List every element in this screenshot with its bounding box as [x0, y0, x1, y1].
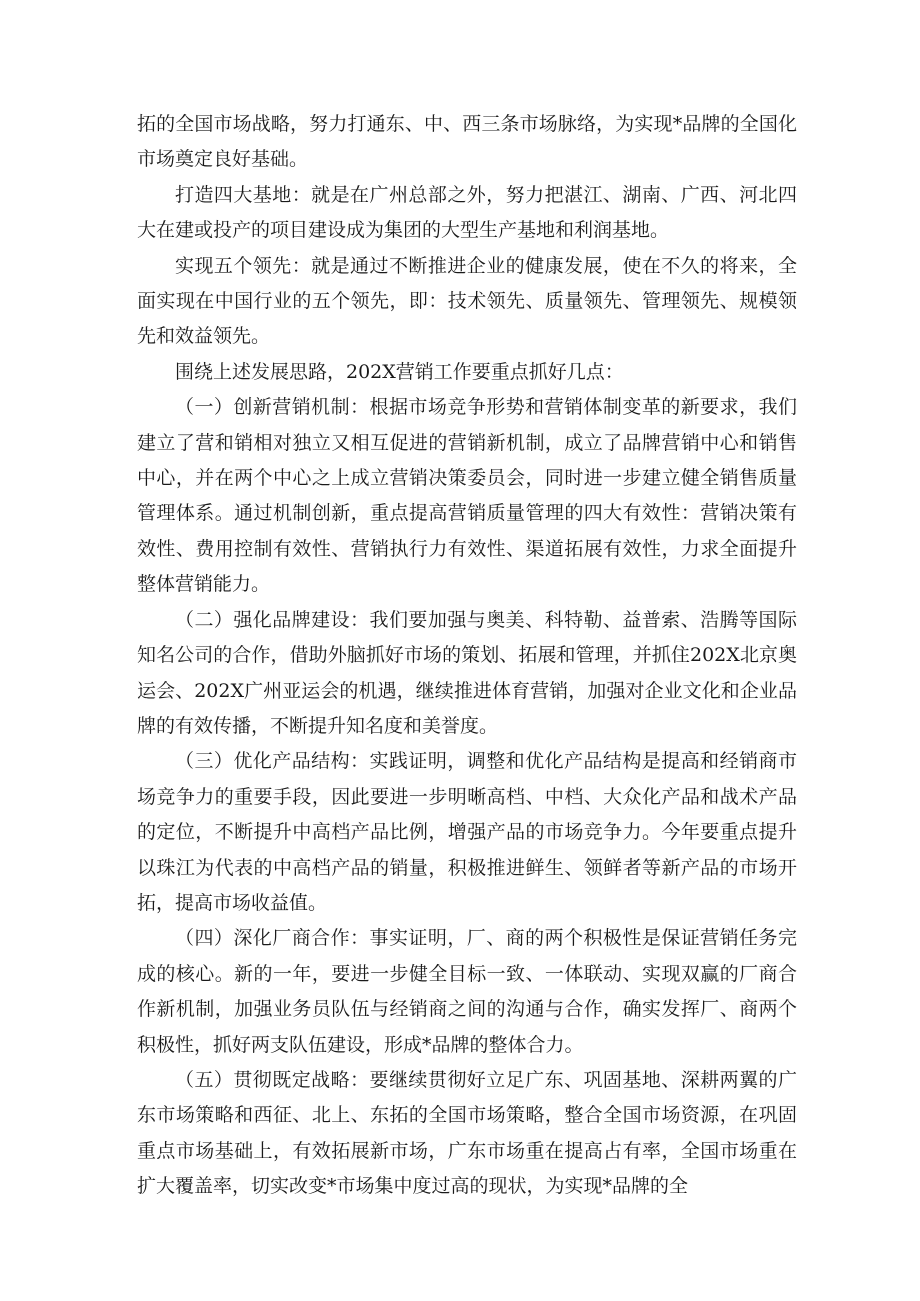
document-body	[137, 107, 797, 1205]
paragraph-point-three: （三）优化产品结构：实践证明，调整和优化产品结构是提高和经销商市场竞争力的重要手段，因此要进一步明晰高档、中档、大众化产品和战术产品的定位，不断提升中高档产品比例，增强产品的市场竞争力。今年要重点提升以珠江为代表的中高档产品的销量，积极推进鲜生、领鲜者等新产品的市场开拓，提高市场收益值。	[137, 750, 797, 914]
paragraph-key-points-intro: 围绕上述发展思路，202X营销工作要重点抓好几点：	[175, 360, 624, 383]
paragraph-point-four: （四）深化厂商合作：事实证明，厂、商的两个积极性是保证营销任务完成的核心。新的一年，要进一步健全目标一致、一体联动、实现双赢的厂商合作新机制，加强业务员队伍与经销商之间的沟通与合作，确实发挥厂、商两个积极性，抓好两支队伍建设，形成*品牌的整体合力。	[137, 927, 797, 1056]
paragraph-five-leads: 实现五个领先：就是通过不断推进企业的健康发展，使在不久的将来，全面实现在中国行业的五个领先，即：技术领先、质量领先、管理领先、规模领先和效益领先。	[137, 254, 797, 348]
paragraph-point-two: （二）强化品牌建设：我们要加强与奥美、科特勒、益普索、浩腾等国际知名公司的合作，借助外脑抓好市场的策划、拓展和管理，并抓住202X北京奥运会、202X广州亚运会的机遇，继续推进体育营销，加强对企业文化和企业品牌的有效传播，不断提升知名度和美誉度。	[137, 608, 797, 737]
paragraph-continuation: 拓的全国市场战略，努力打通东、中、西三条市场脉络，为实现*品牌的全国化市场奠定良好基础。	[137, 113, 797, 171]
paragraph-point-five: （五）贯彻既定战略：要继续贯彻好立足广东、巩固基地、深耕两翼的广东市场策略和西征、北上、东拓的全国市场策略，整合全国市场资源，在巩固重点市场基础上，有效拓展新市场，广东市场重在提高占有率，全国市场重在扩大覆盖率，切实改变*市场集中度过高的现状，为实现*品牌的全	[137, 1068, 797, 1198]
paragraph-four-bases: 打造四大基地：就是在广州总部之外，努力把湛江、湖南、广西、河北四大在建或投产的项目建设成为集团的大型生产基地和利润基地。	[137, 183, 797, 242]
paragraph-point-one: （一）创新营销机制：根据市场竞争形势和营销体制变革的新要求，我们建立了营和销相对独立又相互促进的营销新机制，成立了品牌营销中心和销售中心，并在两个中心之上成立营销决策委员会，同时进一步建立健全销售质量管理体系。通过机制创新，重点提高营销质量管理的四大有效性：营销决策有效性、费用控制有效性、营销执行力有效性、渠道拓展有效性，力求全面提升整体营销能力。	[137, 396, 797, 596]
